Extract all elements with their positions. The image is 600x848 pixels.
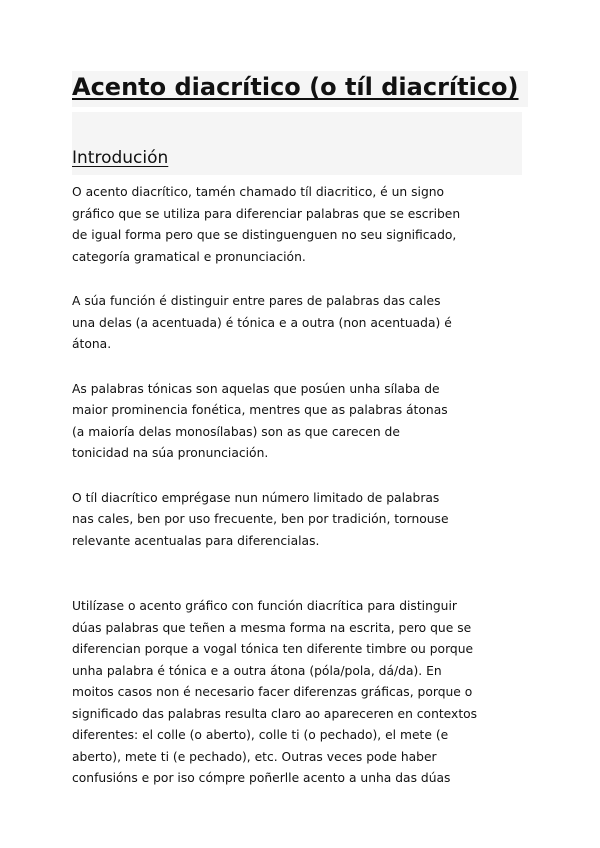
text-line: unha palabra é tónica e a outra átona (póla/pola, dá/da). En [72,663,442,678]
paragraph-1 [72,182,522,268]
paragraph-5 [72,596,522,790]
text-line: tonicidad na súa pronunciación. [72,446,269,460]
text-line: maior prominencia fonética, mentres que as palabras átonas [72,403,448,417]
text-line: O tíl diacrítico emprégase nun número limitado de palabras [72,490,440,505]
text-line: diferentes: el colle (o aberto), colle ti (o pechado), el mete (e [72,728,449,742]
text-line: dúas palabras que teñen a mesma forma na escrita, pero que se [72,620,472,635]
text-line: O acento diacrítico, tamén chamado tíl diacritico, é un signo [72,185,445,199]
document-body [72,182,522,790]
text-line: gráfico que se utiliza para diferenciar palabras que se escriben [72,206,461,221]
text-line: diferencian porque a vogal tónica ten diferente timbre ou porque [72,642,474,656]
section-heading: Introdución [72,148,169,168]
text-line: moitos casos non é necesario facer diferenzas gráficas, porque o [72,685,473,699]
text-line: significado das palabras resulta claro ao apareceren en contextos [72,706,478,721]
text-line: de igual forma pero que se distinguenguen no seu significado, [72,228,457,242]
text-line: As palabras tónicas son aquelas que posúen unha sílaba de [72,381,440,396]
text-line: nas cales, ben por uso frecuente, ben por tradición, tornouse [72,512,449,526]
paragraph-3 [72,379,522,465]
text-line: A súa función é distinguir entre pares de palabras das cales [72,294,441,308]
text-line: átona. [72,337,112,351]
paragraph-spacer [72,268,522,291]
text-line: aberto), mete ti (e pechado), etc. Outras veces pode haber [72,749,437,764]
document-title: Acento diacrítico (o tíl diacrítico) [72,73,519,101]
paragraph-2 [72,291,522,356]
paragraph-spacer [72,356,522,379]
paragraph-spacer [72,465,522,488]
text-line: Utilízase o acento gráfico con función diacrítica para distinguir [72,599,457,613]
paragraph-spacer [72,552,522,596]
paragraph-4 [72,488,522,553]
text-line: confusións e por iso cómpre poñerlle acento a unha das dúas [72,771,451,785]
text-line: relevante acentualas para diferencialas. [72,533,320,548]
text-line: (a maioría delas monosílabas) son as que carecen de [72,424,400,439]
text-line: categoría gramatical e pronunciación. [72,249,306,264]
text-line: una delas (a acentuada) é tónica e a outra (non acentuada) é [72,315,452,330]
